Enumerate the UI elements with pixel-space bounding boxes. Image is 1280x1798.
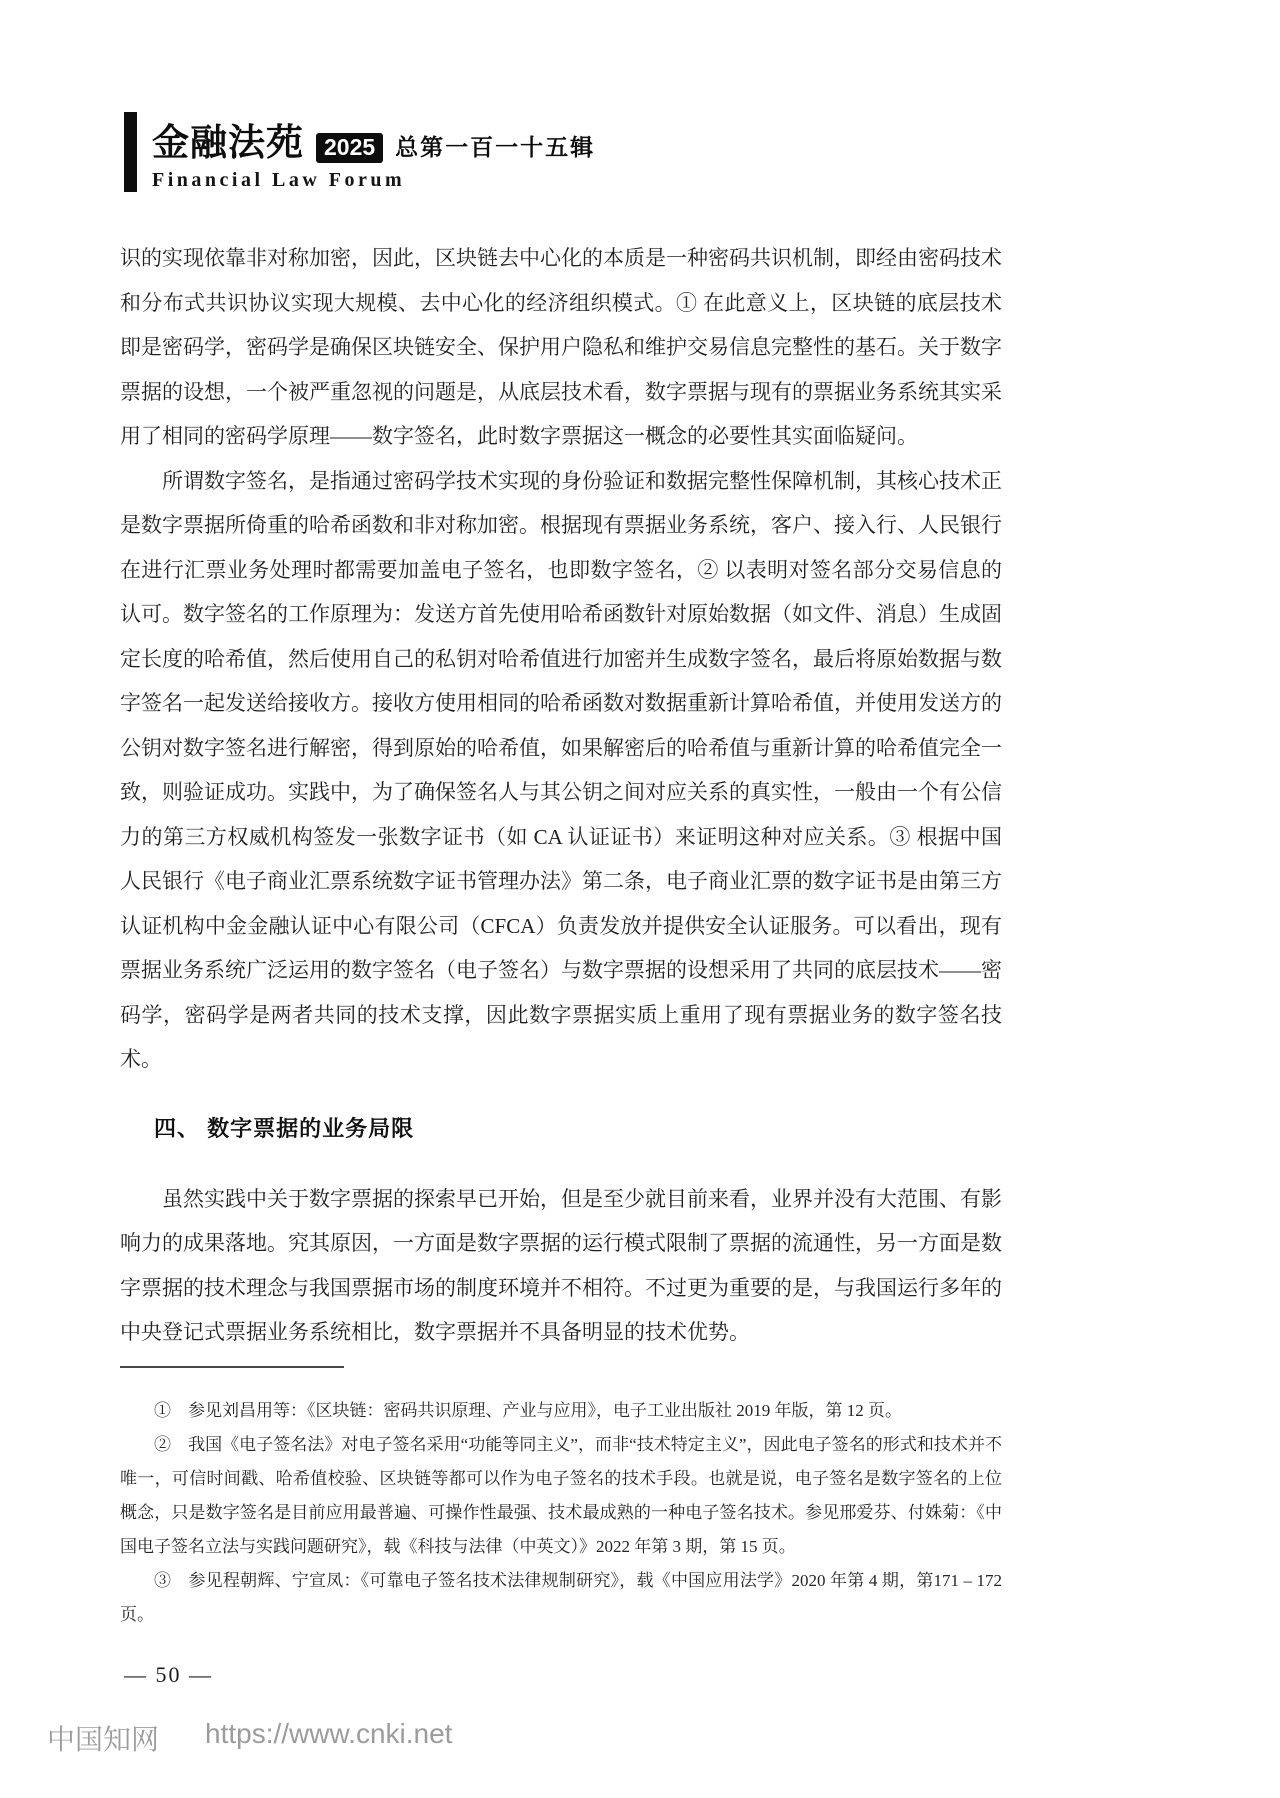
body-paragraph-1: 识的实现依靠非对称加密，因此，区块链去中心化的本质是一种密码共识机制，即经由密码技术和分布式共识协议实现大规模、去中心化的经济组织模式。① 在此意义上，区块链的底层技术即是密码学，密码学是确保区块链安全、保护用户隐私和维护交易信息完整性的基石。关于数字票据的设想，一个被严重忽视的问题是，从底层技术看，数字票据与现有的票据业务系统其实采用了相同的密码学原理——数字签名，此时数字票据这一概念的必要性其实面临疑问。 — [120, 246, 1002, 448]
journal-header — [124, 112, 595, 192]
page-number: — 50 — — [124, 1662, 213, 1687]
footnotes-section — [120, 1366, 1002, 1632]
body-paragraph-3: 虽然实践中关于数字票据的探索早已开始，但是至少就目前来看，业界并没有大范围、有影响力的成果落地。究其原因，一方面是数字票据的运行模式限制了票据的流通性，另一方面是数字票据的技术理念与我国票据市场的制度环境并不相符。不过更为重要的是，与我国运行多年的中央登记式票据业务系统相比，数字票据并不具备明显的技术优势。 — [120, 1186, 1002, 1344]
footnote-3: ③ 参见程朝辉、宁宣凤：《可靠电子签名技术法律规制研究》，载《中国应用法学》2020 年第 4 期，第171 – 172 页。 — [120, 1571, 1002, 1624]
journal-issue-number: 总第一百一十五辑 — [395, 135, 596, 160]
journal-year-badge: 2025 — [316, 133, 383, 163]
header-accent-bar — [124, 112, 137, 192]
header-title-block — [152, 112, 595, 192]
footnote-1: ① 参见刘昌用等：《区块链：密码共识原理、产业与应用》，电子工业出版社 2019 年版，第 12 页。 — [154, 1401, 902, 1420]
watermark-site-name: 中国知网 — [47, 1724, 160, 1755]
footnote-separator — [120, 1366, 344, 1368]
footnote-2: ② 我国《电子签名法》对电子签名采用“功能等同主义”，而非“技术特定主义”，因此电子签名的形式和技术并不唯一，可信时间戳、哈希值校验、区块链等都可以作为电子签名的技术手段。也就是说，电子签名是数字签名的上位概念，只是数字签名是目前应用最普遍、可操作性最强、技术最成熟的一种电子签名技术。参见邢爱芬、付姝菊：《中国电子签名立法与实践问题研究》，载《科技与法律（中英文）》2022 年第 3 期，第 15 页。 — [120, 1435, 1002, 1556]
watermark-url: https://www.cnki.net — [205, 1718, 453, 1749]
section-heading: 四、 数字票据的业务局限 — [154, 1115, 415, 1141]
journal-title-cn: 金融法苑 — [152, 123, 304, 164]
article-body — [120, 236, 1002, 1355]
journal-title-en: Financial Law Forum — [152, 169, 406, 191]
watermark — [47, 1718, 452, 1758]
body-paragraph-2: 所谓数字签名，是指通过密码学技术实现的身份验证和数据完整性保障机制，其核心技术正是数字票据所倚重的哈希函数和非对称加密。根据现有票据业务系统，客户、接入行、人民银行在进行汇票业务处理时都需要加盖电子签名，也即数字签名，② 以表明对签名部分交易信息的认可。数字签名的工作原理为：发送方首先使用哈希函数针对原始数据（如文件、消息）生成固定长度的哈希值，然后使用自己的私钥对哈希值进行加密并生成数字签名，最后将原始数据与数字签名一起发送给接收方。接收方使用相同的哈希函数对数据重新计算哈希值，并使用发送方的公钥对数字签名进行解密，得到原始的哈希值，如果解密后的哈希值与重新计算的哈希值完全一致，则验证成功。实践中，为了确保签名人与其公钥之间对应关系的真实性，一般由一个有公信力的第三方权威机构签发一张数字证书（如 CA 认证证书）来证明这种对应关系。③ 根据中国人民银行《电子商业汇票系统数字证书管理办法》第二条，电子商业汇票的数字证书是由第三方认证机构中金金融认证中心有限公司（CFCA）负责发放并提供安全认证服务。可以看出，现有票据业务系统广泛运用的数字签名（电子签名）与数字票据的设想采用了共同的底层技术——密码学，密码学是两者共同的技术支撑，因此数字票据实质上重用了现有票据业务的数字签名技术。 — [120, 468, 1002, 1071]
